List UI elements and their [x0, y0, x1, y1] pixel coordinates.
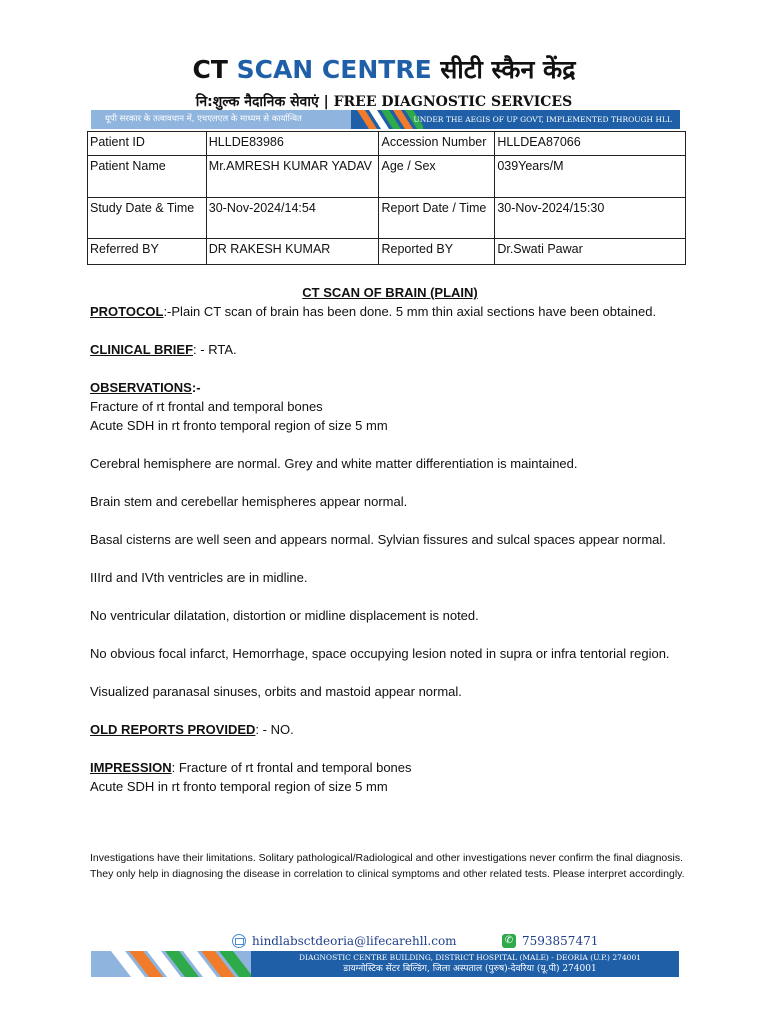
address-hindi: डायग्नोस्टिक सेंटर बिल्डिंग, जिला अस्पताल (पुरुष)-देवरिया (यू.पी) 274001 — [343, 964, 597, 974]
footer-address — [299, 952, 641, 976]
impression-label: IMPRESSION — [90, 760, 172, 775]
report-date-label: Report Date / Time — [379, 198, 495, 239]
subtitle-separator: | — [323, 94, 329, 110]
reported-by-label: Reported BY — [379, 239, 495, 265]
observation-line-2: Acute SDH in rt fronto temporal region of size 5 mm — [90, 418, 388, 433]
subtitle-hindi: नि:शुल्क नैदानिक सेवाएं — [195, 94, 319, 110]
phone-number[interactable]: 7593857471 — [522, 934, 599, 948]
observations-suffix: :- — [191, 380, 201, 395]
patient-id-value: HLLDE83986 — [206, 132, 379, 156]
email-contact — [232, 934, 457, 948]
impression-line-2: Acute SDH in rt fronto temporal region of size 5 mm — [90, 779, 388, 794]
old-reports-paragraph — [90, 720, 690, 739]
banner-left-text: यूपी सरकार के तत्वावधान में, एचएलएल के माध्यम से कार्यान्वित — [91, 110, 351, 129]
phone-contact — [502, 934, 598, 948]
contact-bar — [232, 934, 652, 952]
table-row — [88, 198, 686, 239]
observation-paragraph: Visualized paranasal sinuses, orbits and mastoid appear normal. — [90, 684, 462, 699]
study-date-value: 30-Nov-2024/14:54 — [206, 198, 379, 239]
accession-label: Accession Number — [379, 132, 495, 156]
observation-line-1: Fracture of rt frontal and temporal bones — [90, 399, 323, 414]
centre-title — [0, 52, 768, 86]
title-scan-centre: SCAN CENTRE — [236, 55, 432, 84]
study-date-label: Study Date & Time — [88, 198, 207, 239]
report-body — [90, 283, 690, 815]
clinical-brief-text: : - RTA. — [193, 342, 237, 357]
reported-by-value: Dr.Swati Pawar — [495, 239, 686, 265]
protocol-label: PROTOCOL — [90, 304, 164, 319]
subtitle-english: FREE DIAGNOSTIC SERVICES — [333, 94, 573, 110]
table-row — [88, 132, 686, 156]
observations-label: OBSERVATIONS — [90, 380, 192, 395]
old-reports-text: : - NO. — [255, 722, 294, 737]
impression-text: : Fracture of rt frontal and temporal bones — [171, 760, 412, 775]
observation-paragraph: No ventricular dilatation, distortion or midline displacement is noted. — [90, 608, 479, 623]
clinical-brief-paragraph — [90, 340, 690, 359]
banner-right-text: UNDER THE AEGIS OF UP GOVT, IMPLEMENTED THROUGH HLL — [413, 115, 672, 124]
age-sex-label: Age / Sex — [379, 156, 495, 198]
mail-icon — [232, 934, 246, 948]
email-link[interactable]: hindlabsctdeoria@lifecarehll.com — [252, 934, 457, 948]
patient-id-label: Patient ID — [88, 132, 207, 156]
observation-paragraph: Basal cisterns are well seen and appears normal. Sylvian fissures and sulcal spaces appear normal. — [90, 532, 666, 547]
disclaimer-text: Investigations have their limitations. Solitary pathological/Radiological and other investigations never confirm the final diagnosis. They only help in diagnosing the disease in correlation to clinical symptoms and other related tests. Please interpret accordingly. — [90, 852, 685, 880]
report-date-value: 30-Nov-2024/15:30 — [495, 198, 686, 239]
report-heading: CT SCAN OF BRAIN (PLAIN) — [302, 285, 478, 300]
table-row — [88, 239, 686, 265]
title-ct: CT — [192, 55, 228, 84]
centre-subtitle — [0, 92, 768, 111]
age-sex-value: 039Years/M — [495, 156, 686, 198]
impression-paragraph — [90, 758, 690, 796]
title-hindi: सीटी स्कैन केंद्र — [440, 55, 576, 84]
accession-value: HLLDEA87066 — [495, 132, 686, 156]
old-reports-label: OLD REPORTS PROVIDED — [90, 722, 256, 737]
protocol-text: :-Plain CT scan of brain has been done. 5 mm thin axial sections have been obtained. — [163, 304, 657, 319]
patient-name-label: Patient Name — [88, 156, 207, 198]
header-banner — [91, 110, 680, 129]
observation-paragraph: IIIrd and IVth ventricles are in midline. — [90, 570, 308, 585]
observations-paragraph — [90, 378, 690, 435]
patient-name-value: Mr.AMRESH KUMAR YADAV — [206, 156, 379, 198]
phone-icon: ✆ — [502, 934, 516, 948]
referred-by-label: Referred BY — [88, 239, 207, 265]
footer-stripes-icon — [91, 951, 251, 977]
address-english: DIAGNOSTIC CENTRE BUILDING, DISTRICT HOSPITAL (MALE) - DEORIA (U.P.) 274001 — [298, 953, 641, 962]
observation-paragraph: Cerebral hemisphere are normal. Grey and white matter differentiation is maintained. — [90, 456, 578, 471]
clinical-brief-label: CLINICAL BRIEF — [90, 342, 194, 357]
table-row — [88, 156, 686, 198]
observation-paragraph: No obvious focal infarct, Hemorrhage, space occupying lesion noted in supra or infra tentorial region. — [90, 646, 670, 661]
observation-paragraph: Brain stem and cerebellar hemispheres appear normal. — [90, 494, 408, 509]
protocol-paragraph — [90, 302, 690, 321]
patient-info-table — [87, 131, 686, 265]
footer-banner — [91, 951, 679, 977]
referred-by-value: DR RAKESH KUMAR — [206, 239, 379, 265]
